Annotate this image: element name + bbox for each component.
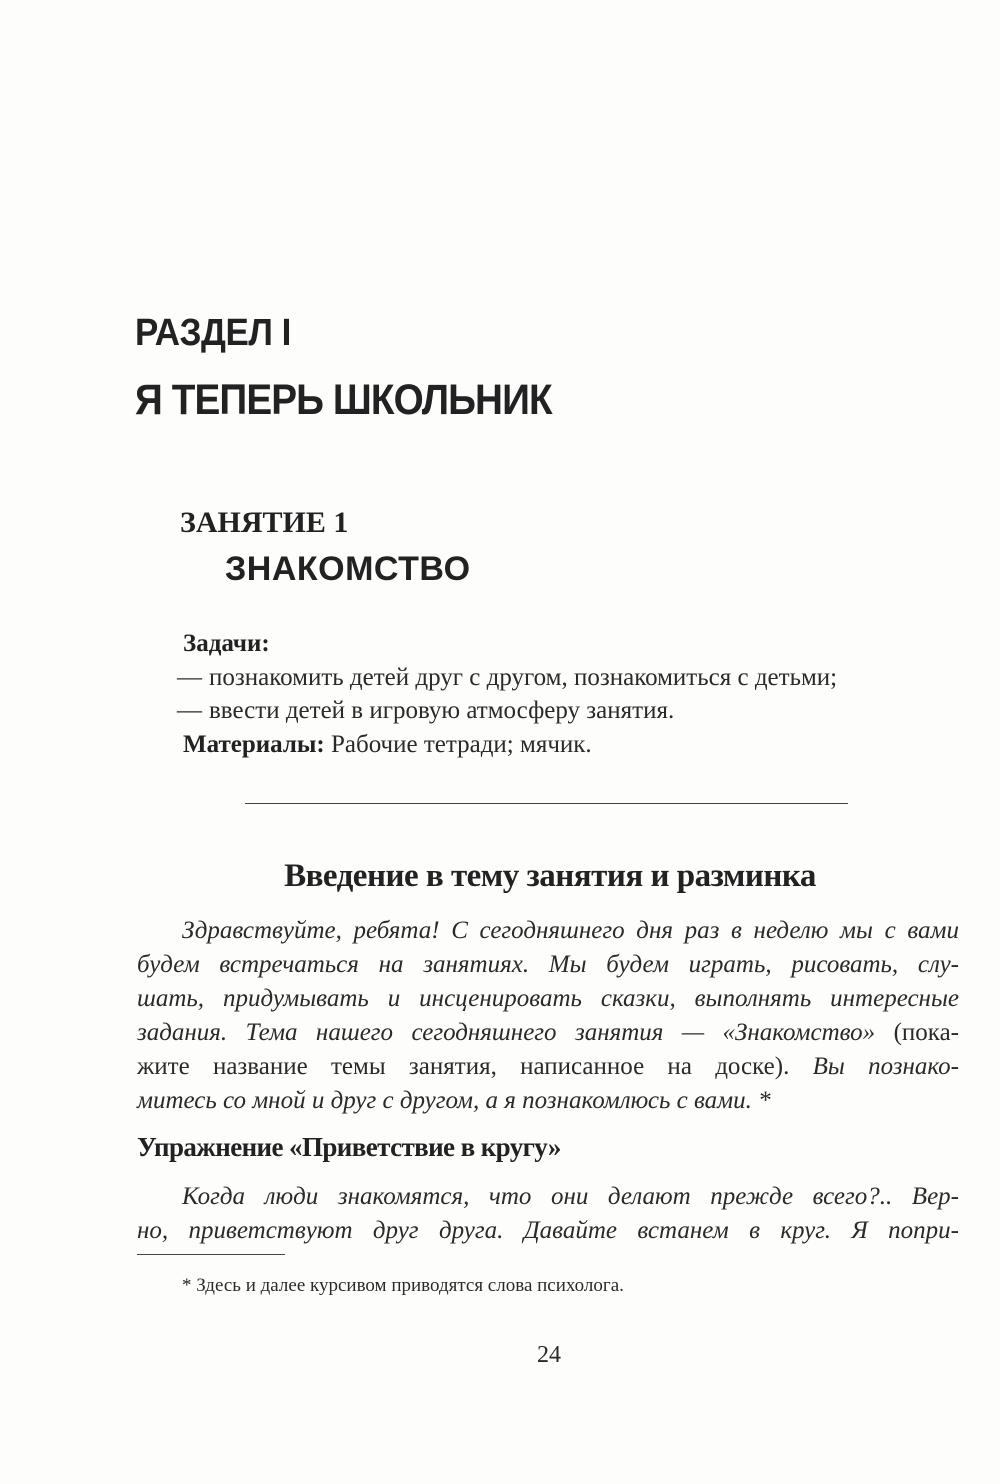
- italic-text: Когда люди знакомятся, что они делают прежде всего?.. Вер-: [182, 1183, 959, 1210]
- paragraph-line: [137, 1050, 959, 1084]
- paragraph-line: [137, 1084, 959, 1118]
- task-dash: —: [177, 664, 202, 691]
- task-text: познакомить детей друг с другом, познакомиться с детьми;: [209, 664, 838, 691]
- materials-line: [183, 731, 592, 759]
- lesson-title: ЗНАКОМСТВО: [225, 550, 471, 588]
- task-item: [177, 697, 674, 725]
- paragraph-line: [137, 948, 959, 982]
- tasks-heading: Задачи:: [183, 630, 270, 657]
- section-title: Я ТЕПЕРЬ ШКОЛЬНИК: [135, 376, 552, 424]
- task-dash: —: [177, 697, 202, 724]
- exercise-paragraph: [137, 1180, 959, 1248]
- intro-heading: Введение в тему занятия и разминка: [284, 858, 816, 894]
- paragraph-line: [137, 982, 959, 1016]
- section-divider: [245, 803, 848, 804]
- footnote-rule: [137, 1254, 285, 1255]
- regular-text: жите название темы занятия, написанное на доске).: [137, 1053, 813, 1080]
- italic-text: Здравствуйте, ребята! С сегодняшнего дня раз в неделю мы с вами: [182, 917, 959, 944]
- italic-text: будем встречаться на занятиях. Мы будем играть, рисовать, слу-: [137, 951, 959, 978]
- italic-text: Вы познако-: [812, 1053, 959, 1080]
- italic-text: шать, придумывать и инсценировать сказки, выполнять интересные: [137, 985, 959, 1012]
- exercise-heading: Упражнение «Приветствие в кругу»: [137, 1132, 561, 1162]
- paragraph-line: [137, 1016, 959, 1050]
- section-label: РАЗДЕЛ I: [135, 312, 291, 354]
- italic-text: задания. Тема нашего сегодняшнего занятия — «Знакомство»: [137, 1019, 876, 1046]
- lesson-number: ЗАНЯТИЕ 1: [180, 506, 349, 539]
- italic-text: но, приветствуют друг друга. Давайте встанем в круг. Я попри-: [137, 1217, 959, 1244]
- task-text: ввести детей в игровую атмосферу занятия.: [209, 697, 675, 724]
- materials-text: Рабочие тетради; мячик.: [324, 731, 592, 758]
- footnote: * Здесь и далее курсивом приводятся слова психолога.: [182, 1275, 624, 1296]
- intro-paragraph: [137, 914, 959, 1118]
- paragraph-line: [137, 914, 959, 948]
- paragraph-line: [137, 1180, 959, 1214]
- paragraph-line: [137, 1214, 959, 1248]
- italic-text: митесь со мной и друг с другом, а я познакомлюсь с вами. *: [137, 1087, 771, 1114]
- task-item: [177, 664, 837, 692]
- regular-text: (пока-: [875, 1019, 959, 1046]
- page-number: 24: [537, 1342, 561, 1368]
- materials-label: Материалы:: [183, 731, 325, 758]
